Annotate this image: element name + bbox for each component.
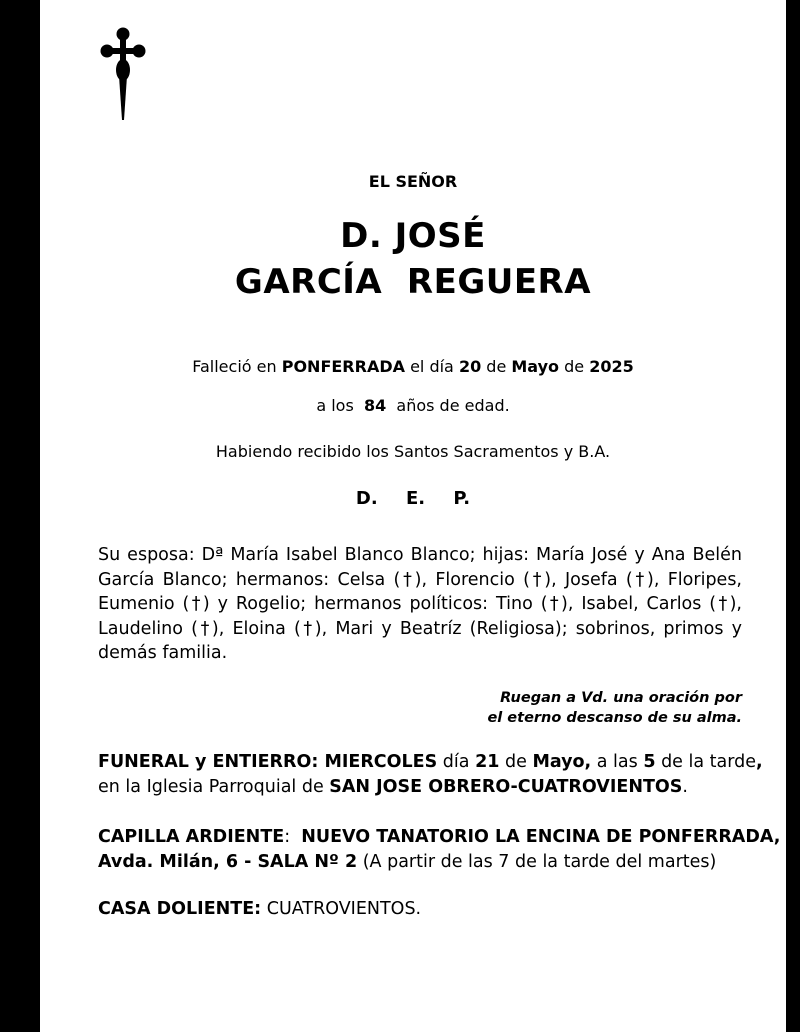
deceased-name-line2: GARCÍA REGUERA [234, 262, 592, 302]
dep-text: D. E. P. [355, 488, 471, 509]
funeral-info: FUNERAL y ENTIERRO: MIERCOLES día 21 de Mayo, a las 5 de la tarde, en la Iglesia Parroquial de SAN JOSE OBRERO-CUATROVIENTOS. [98, 752, 763, 797]
prayer-request [487, 688, 742, 728]
prayer-line-1: Ruegan a Vd. una oración por [500, 690, 742, 706]
age-info: a los 84 años de edad. [316, 396, 510, 415]
prayer-line-2: el eterno descanso de su alma. [487, 710, 742, 726]
obituary-page [40, 0, 786, 1032]
casa-info: CASA DOLIENTE: CUATROVIENTOS. [98, 899, 422, 919]
deceased-name-line1: D. JOSÉ [340, 216, 486, 256]
death-info: Falleció en PONFERRADA el día 20 de Mayo de 2025 [192, 357, 634, 376]
cross-icon [98, 26, 148, 122]
family-paragraph: Su esposa: Dª María Isabel Blanco Blanco; hijas: María José y Ana Belén García Blanco; hermanos: Celsa (†), Florencio (†), Josefa (†), Floripes, Eumenio (†) y Rogelio; hermanos políticos: Tino (†), Isabel, Carlos (†), Laudelino (†), Eloina (†), Mari y Beatríz (Religiosa); sobrinos, primos y demás familia. [98, 545, 742, 663]
honorific: EL SEÑOR [368, 172, 458, 191]
capilla-info: CAPILLA ARDIENTE: NUEVO TANATORIO LA ENCINA DE PONFERRADA, Avda. Milán, 6 - SALA Nº 2 (A partir de las 7 de la tarde del martes) [98, 827, 781, 872]
sacraments-text: Habiendo recibido los Santos Sacramentos y B.A. [215, 442, 611, 461]
